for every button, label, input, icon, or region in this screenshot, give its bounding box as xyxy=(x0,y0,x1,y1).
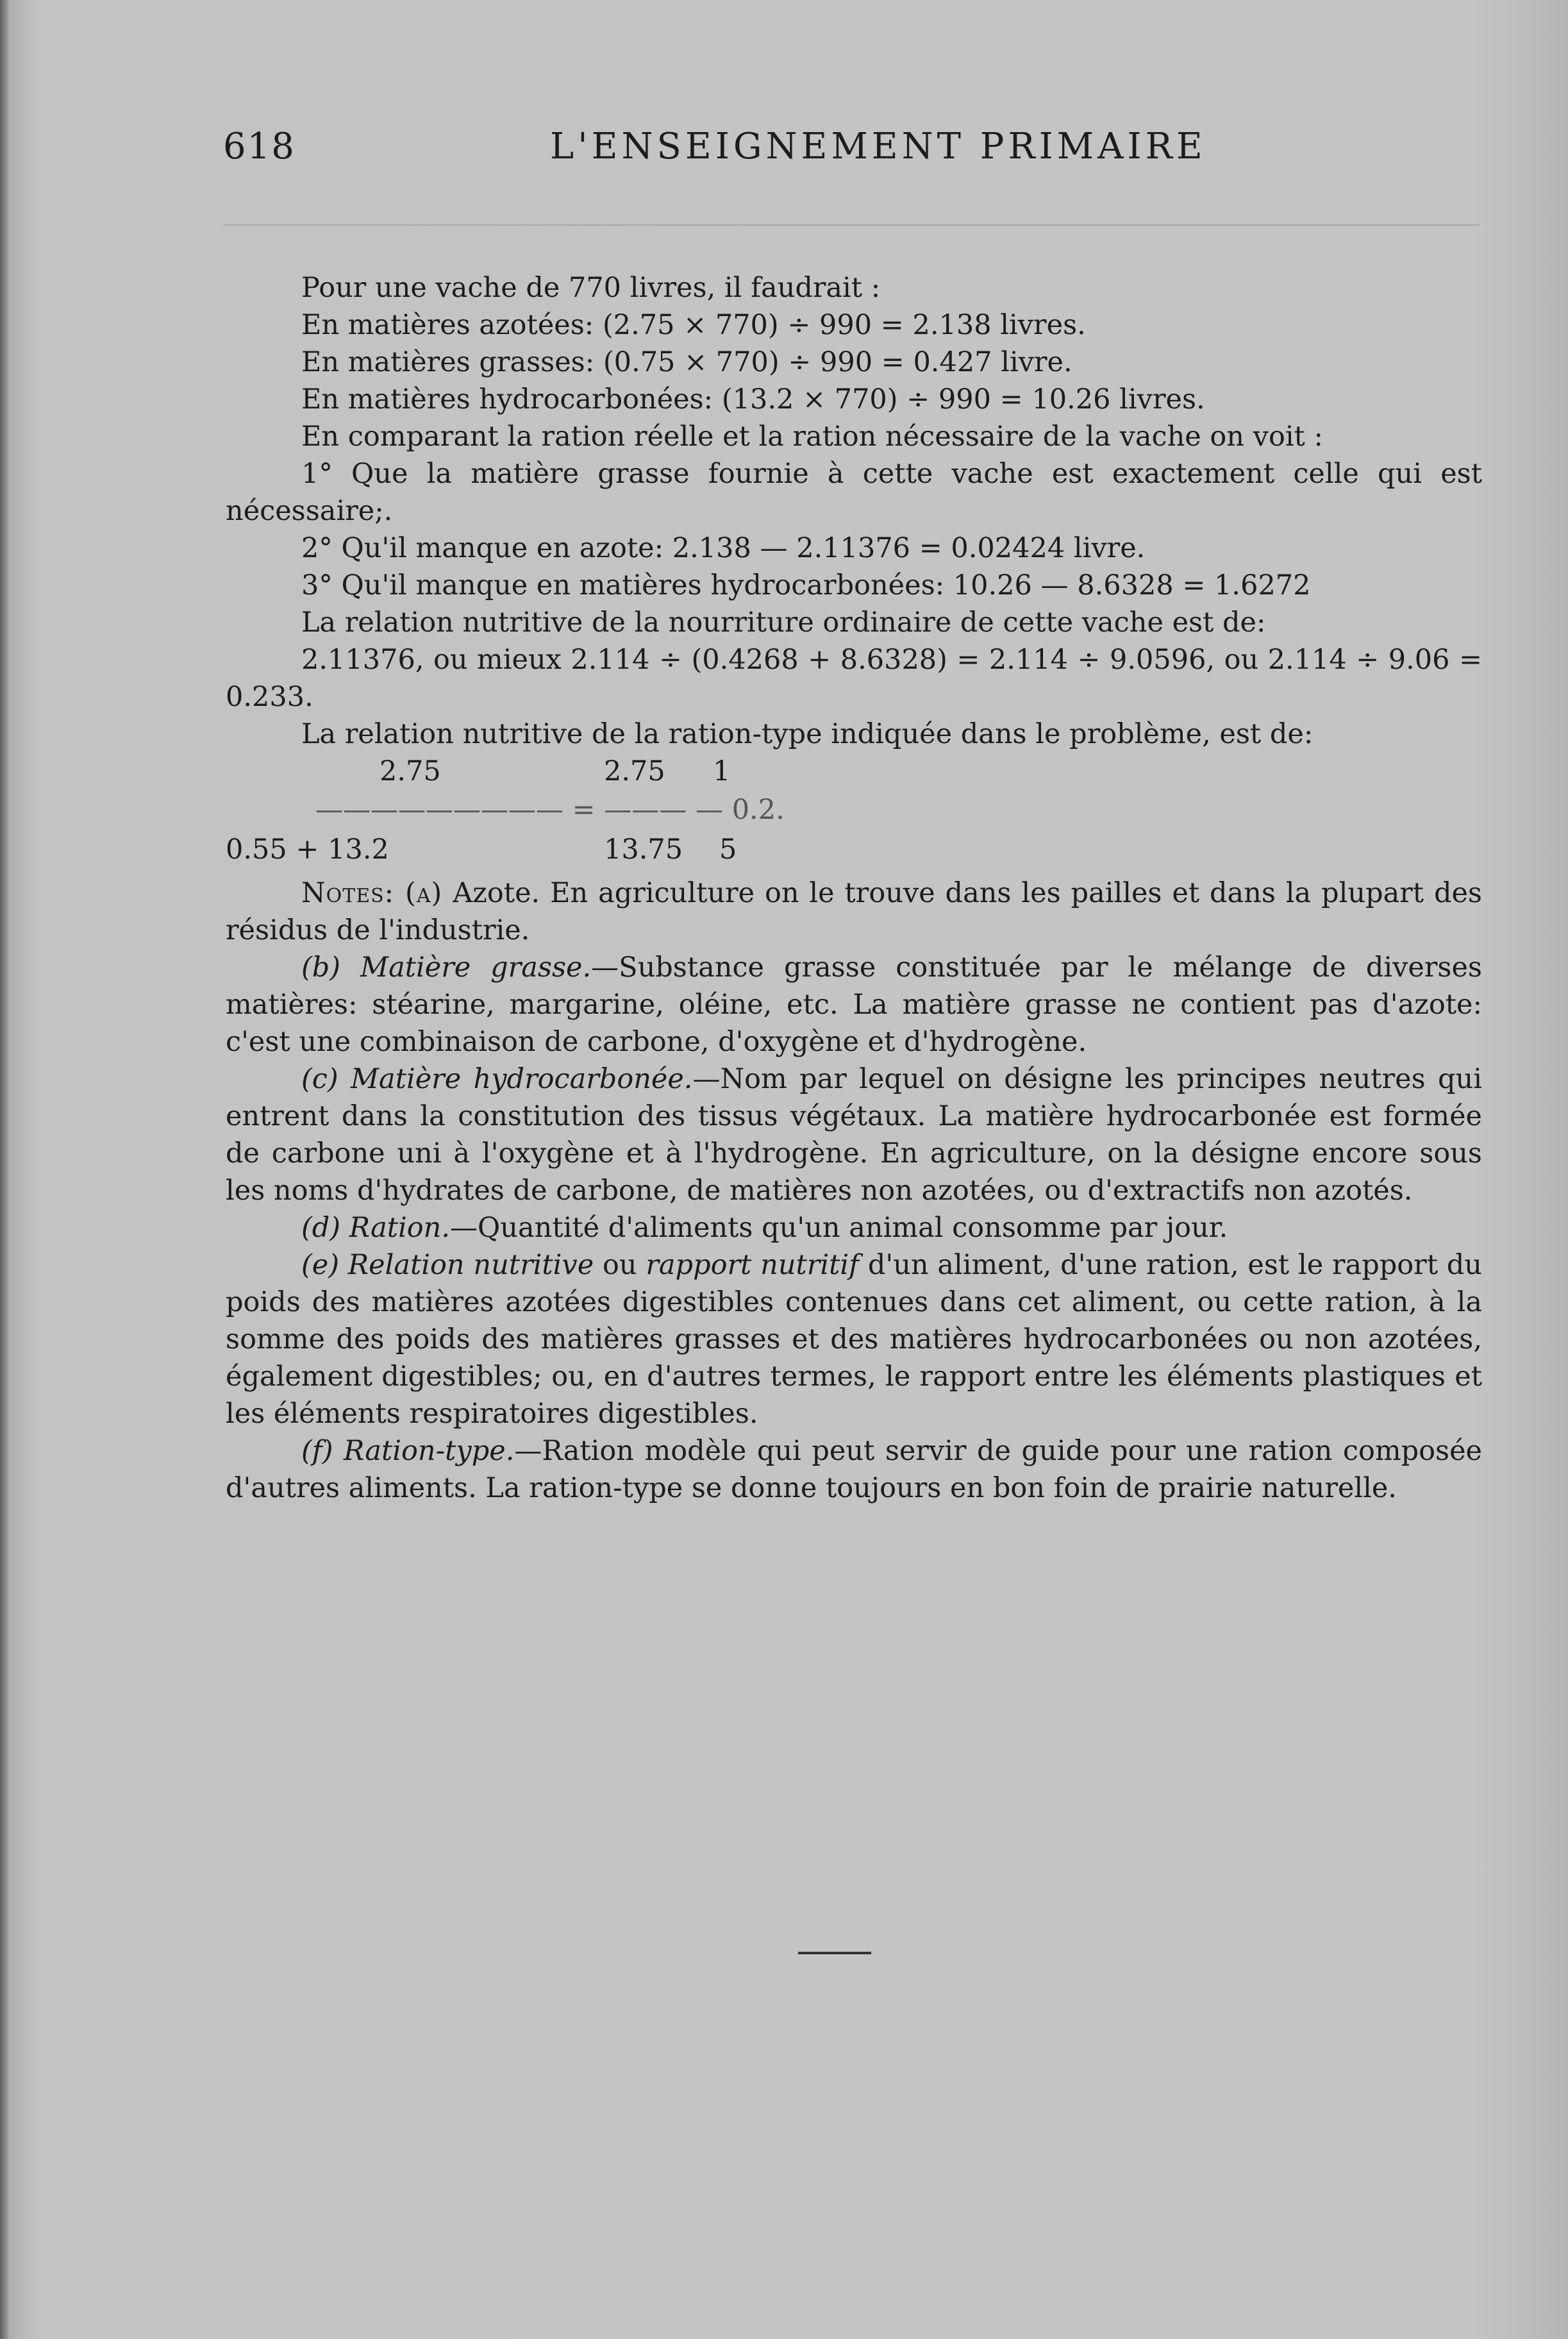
paragraph: 2° Qu'il manque en azote: 2.138 — 2.11376 = 0.02424 livre. xyxy=(301,532,1146,564)
page-edge-shadow xyxy=(0,0,9,2339)
note-a xyxy=(226,875,1482,949)
note-text: En agriculture on le trouve dans les pailles et dans la plupart des résidus de l'industrie. xyxy=(226,877,1482,946)
formula-denominator: 13.75 xyxy=(604,834,683,866)
note-d xyxy=(226,1209,1482,1246)
paragraph: 3° Qu'il manque en matières hydrocarbonées: 10.26 — 8.6328 = 1.6272 xyxy=(301,569,1311,601)
fraction-formula xyxy=(226,753,1482,875)
note-term: Azote. xyxy=(453,877,540,909)
note-text: —Nom par lequel on désigne les principes neutres qui entrent dans la constitution des tissus végétaux. La matière hydrocarbonée est formée de carbone uni à l'oxygène et à l'hydrogène. En agriculture, on la désigne encore sous les noms d'hydrates de carbone, de matières non azotées, ou d'extractifs non azotés. xyxy=(226,1063,1483,1207)
note-term: Relation nutritive xyxy=(347,1249,594,1281)
formula-denominator: 0.55 + 13.2 xyxy=(226,834,389,866)
note-label: (d) xyxy=(301,1212,341,1244)
note-connector: ou xyxy=(594,1249,646,1281)
paragraph: En matières hydrocarbonées: (13.2 × 770) ÷ 990 = 10.26 livres. xyxy=(301,383,1205,415)
paragraph: En matières azotées: (2.75 × 770) ÷ 990 = 2.138 livres. xyxy=(301,309,1086,341)
page-body xyxy=(226,269,1482,1507)
note-term: Matière grasse. xyxy=(360,952,592,984)
header-rule xyxy=(223,224,1480,226)
note-term: Ration. xyxy=(349,1212,451,1244)
formula-numerator: 2.75 xyxy=(604,755,665,787)
note-label: Notes: (a) xyxy=(301,877,443,909)
end-rule xyxy=(798,1952,871,1954)
note-term: rapport nutritif xyxy=(646,1249,860,1281)
paragraph: En comparant la ration réelle et la ration nécessaire de la vache on voit : xyxy=(301,421,1324,453)
paragraph: 1° Que la matière grasse fournie à cette vache est exactement celle qui est nécessaire;. xyxy=(226,458,1482,527)
paragraph: La relation nutritive de la ration-type indiquée dans le problème, est de: xyxy=(301,718,1314,750)
note-text: —Ration modèle qui peut servir de guide pour une ration composée d'autres aliments. La ration-type se donne toujours en bon foin de prairie naturelle. xyxy=(226,1435,1482,1504)
paragraph: 2.11376, ou mieux 2.114 ÷ (0.4268 + 8.6328) = 2.114 ÷ 9.0596, ou 2.114 ÷ 9.06 = 0.233. xyxy=(226,644,1482,713)
note-label: (e) xyxy=(301,1249,339,1281)
formula-numerator: 2.75 xyxy=(379,755,441,787)
note-term: Ration-type. xyxy=(344,1435,515,1467)
note-e xyxy=(226,1246,1482,1432)
note-label: (c) xyxy=(301,1063,338,1095)
paragraph: En matières grasses: (0.75 × 770) ÷ 990 = 0.427 livre. xyxy=(301,346,1072,378)
note-text: d'un aliment, d'une ration, est le rapport du poids des matières azotées digestibles contenues dans cet aliment, ou cette ration, à la somme des poids des matières grasses et des matières hydrocarbonées ou non azotées, également digestibles; ou, en d'autres termes, le rapport entre les éléments plastiques et les éléments respiratoires digestibles. xyxy=(226,1249,1482,1430)
running-head: L'ENSEIGNEMENT PRIMAIRE xyxy=(550,126,1206,167)
note-c xyxy=(226,1061,1482,1209)
page-number: 618 xyxy=(223,126,296,167)
formula-numerator: 1 xyxy=(713,755,731,787)
paragraph: La relation nutritive de la nourriture ordinaire de cette vache est de: xyxy=(301,607,1266,639)
note-b xyxy=(226,949,1482,1061)
formula-denominator: 5 xyxy=(719,834,737,866)
note-text: —Substance grasse constituée par le mélange de diverses matières: stéarine, margarine, oléine, etc. La matière grasse ne contient pas d'azote: c'est une combinaison de carbone, d'oxygène et d'hydrogène. xyxy=(226,952,1482,1058)
page-header xyxy=(223,126,1409,177)
formula-bar: ————————— = ——— — 0.2. xyxy=(315,794,785,826)
note-label: (f) xyxy=(301,1435,333,1467)
note-text: —Quantité d'aliments qu'un animal consomme par jour. xyxy=(450,1212,1228,1244)
paragraph: Pour une vache de 770 livres, il faudrait : xyxy=(301,272,881,304)
note-label: (b) xyxy=(301,952,341,984)
note-term: Matière hydrocarbonée. xyxy=(351,1063,693,1095)
note-f xyxy=(226,1432,1482,1507)
